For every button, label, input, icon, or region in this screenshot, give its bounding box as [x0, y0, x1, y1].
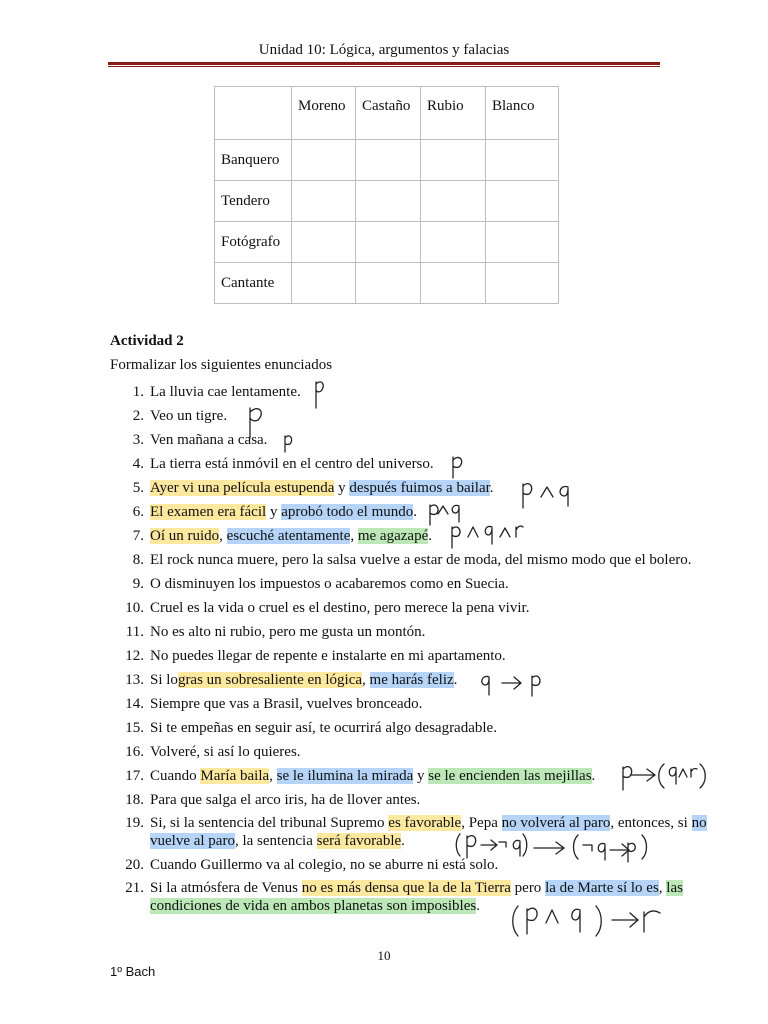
text-segment: Ven mañana a casa.	[150, 432, 268, 448]
list-item-number: 4.	[132, 456, 144, 472]
table-cell	[292, 263, 356, 304]
text-segment: .	[413, 504, 418, 520]
list-item	[110, 500, 720, 524]
list-item	[110, 404, 720, 428]
table-row-label: Tendero	[215, 181, 292, 222]
table-cell	[486, 263, 559, 304]
list-item-number: 15.	[125, 720, 144, 736]
list-item-text	[150, 880, 720, 915]
list-item-number: 7.	[132, 528, 144, 544]
table-header-row	[215, 87, 559, 140]
table-cell	[421, 263, 486, 304]
list-item-text	[150, 740, 720, 764]
list-item-text	[150, 620, 720, 644]
text-segment: La lluvia cae lentamente.	[150, 384, 301, 400]
highlighted-phrase: Ayer vi una película estupenda	[150, 480, 335, 496]
list-item-text	[150, 716, 720, 740]
highlighted-phrase: me agazapé	[357, 528, 429, 544]
list-item-number: 9.	[132, 576, 144, 592]
text-segment: Cuando	[150, 768, 201, 784]
text-segment: Si te empeñas en seguir así, te ocurrirá algo desagradable.	[150, 720, 497, 736]
list-item	[110, 596, 720, 620]
text-segment: Para que salga el arco iris, ha de llover antes.	[150, 792, 421, 808]
exercise-list	[110, 380, 720, 918]
text-segment: , Pepa	[461, 815, 502, 831]
highlighted-phrase: se le ilumina la mirada	[276, 768, 414, 784]
list-item-number: 14.	[125, 696, 144, 712]
table-row-label: Fotógrafo	[215, 222, 292, 263]
table-row	[215, 263, 559, 304]
text-segment: Si la atmósfera de Venus	[150, 880, 302, 896]
table-cell	[486, 140, 559, 181]
table-header-cell: Rubio	[421, 87, 486, 140]
text-segment: .	[489, 480, 494, 496]
header-rule	[108, 62, 660, 65]
list-item	[110, 476, 720, 500]
table-cell	[421, 181, 486, 222]
table-row	[215, 222, 559, 263]
highlighted-phrase: gras un sobresaliente en lógica	[177, 672, 363, 688]
table-cell	[356, 140, 421, 181]
table-header-cell: Castaño	[356, 87, 421, 140]
highlighted-phrase: no volverá al paro	[501, 815, 611, 831]
list-item	[110, 788, 720, 812]
list-item	[110, 764, 720, 788]
list-item-number: 2.	[132, 408, 144, 424]
logic-grid-table	[214, 86, 559, 304]
text-segment: Siempre que vas a Brasil, vuelves bronceado.	[150, 696, 423, 712]
table-cell	[292, 181, 356, 222]
highlighted-phrase: después fuimos a bailar	[349, 480, 490, 496]
list-item-number: 21.	[125, 880, 144, 896]
text-segment: ,	[350, 528, 358, 544]
list-item-text	[150, 692, 720, 716]
list-item	[110, 644, 720, 668]
list-item-number: 6.	[132, 504, 144, 520]
list-item-text	[150, 404, 720, 428]
list-item-text	[150, 644, 720, 668]
highlighted-phrase: es favorable	[388, 815, 462, 831]
text-segment: , entonces, si	[610, 815, 692, 831]
text-segment: Si lo	[150, 672, 178, 688]
list-item-number: 20.	[125, 857, 144, 873]
list-item-text	[150, 596, 720, 620]
list-item-number: 5.	[132, 480, 144, 496]
highlighted-phrase: se le encienden las mejillas	[428, 768, 592, 784]
list-item-text	[150, 524, 720, 548]
table-cell	[356, 181, 421, 222]
text-segment: Cruel es la vida o cruel es el destino, pero merece la pena vivir.	[150, 600, 530, 616]
list-item-text	[150, 548, 720, 572]
text-segment: Si, si la sentencia del tribunal Supremo	[150, 815, 389, 831]
list-item-text	[150, 500, 720, 524]
highlighted-phrase: El examen era fácil	[150, 504, 267, 520]
highlighted-phrase: María baila	[200, 768, 270, 784]
list-item-text	[150, 476, 720, 500]
table-row	[215, 181, 559, 222]
list-item	[110, 815, 720, 850]
text-segment: pero	[510, 880, 546, 896]
text-segment: No puedes llegar de repente e instalarte en mi apartamento.	[150, 648, 506, 664]
list-item-text	[150, 380, 720, 404]
highlighted-phrase: no vuelve al paro	[150, 815, 707, 849]
list-item	[110, 853, 720, 877]
highlighted-phrase: la de Marte sí lo es	[545, 880, 659, 896]
list-item	[110, 692, 720, 716]
list-item-number: 1.	[132, 384, 144, 400]
list-item-text	[150, 815, 720, 850]
table-cell	[292, 140, 356, 181]
list-item-number: 8.	[132, 552, 144, 568]
list-item-number: 13.	[125, 672, 144, 688]
text-segment: , la sentencia	[234, 832, 317, 849]
footer-course: 1º Bach	[110, 964, 156, 979]
list-item	[110, 572, 720, 596]
list-item	[110, 668, 720, 692]
list-item-text	[150, 572, 720, 596]
text-segment: El rock nunca muere, pero la salsa vuelve a estar de moda, del mismo modo que el bolero.	[150, 552, 692, 568]
highlighted-phrase: escuché atentamente	[226, 528, 351, 544]
activity-title: Actividad 2	[110, 333, 184, 349]
text-segment: O disminuyen los impuestos o acabaremos como en Suecia.	[150, 576, 509, 592]
list-item	[110, 524, 720, 548]
text-segment: ,	[219, 528, 227, 544]
list-item	[110, 740, 720, 764]
text-segment: y	[266, 504, 282, 520]
page-number: 10	[377, 948, 391, 963]
table-row-label: Cantante	[215, 263, 292, 304]
table-cell	[292, 222, 356, 263]
table-header-cell	[215, 87, 292, 140]
table-row-label: Banquero	[215, 140, 292, 181]
activity-instruction: Formalizar los siguientes enunciados	[110, 357, 333, 373]
list-item	[110, 716, 720, 740]
table-header-cell: Moreno	[292, 87, 356, 140]
text-segment: ,	[658, 880, 667, 896]
text-segment: Cuando Guillermo va al colegio, no se aburre ni está solo.	[150, 857, 499, 873]
list-item-text	[150, 764, 720, 788]
list-item-number: 3.	[132, 432, 144, 448]
table-row	[215, 140, 559, 181]
list-item-text	[150, 853, 720, 877]
table-cell	[486, 222, 559, 263]
list-item-text	[150, 788, 720, 812]
text-segment: ,	[362, 672, 370, 688]
list-item	[110, 620, 720, 644]
table-cell	[421, 222, 486, 263]
list-item	[110, 380, 720, 404]
text-segment: .	[476, 897, 480, 914]
text-segment: .	[453, 672, 458, 688]
table-cell	[421, 140, 486, 181]
table-header-cell: Blanco	[486, 87, 559, 140]
list-item-number: 19.	[125, 815, 144, 831]
list-item	[110, 452, 720, 476]
list-item-number: 18.	[125, 792, 144, 808]
list-item	[110, 548, 720, 572]
list-item-text	[150, 452, 720, 476]
text-segment: .	[401, 832, 405, 849]
list-item-text	[150, 428, 720, 452]
text-segment: La tierra está inmóvil en el centro del universo.	[150, 456, 434, 472]
text-segment: .	[591, 768, 596, 784]
text-segment: Volveré, si así lo quieres.	[150, 744, 301, 760]
table-cell	[486, 181, 559, 222]
text-segment: .	[428, 528, 432, 544]
list-item-number: 10.	[125, 600, 144, 616]
list-item	[110, 428, 720, 452]
list-item	[110, 880, 720, 915]
list-item-number: 16.	[125, 744, 144, 760]
text-segment: Veo un tigre.	[150, 408, 228, 424]
table-cell	[356, 222, 421, 263]
list-item-number: 17.	[125, 768, 144, 784]
list-item-number: 12.	[125, 648, 144, 664]
text-segment: y	[413, 768, 429, 784]
page-header: Unidad 10: Lógica, argumentos y falacias	[258, 42, 510, 58]
table-cell	[356, 263, 421, 304]
highlighted-phrase: las condiciones de vida en ambos planetas son imposibles	[150, 880, 683, 914]
text-segment: y	[334, 480, 350, 496]
list-item-text	[150, 668, 720, 692]
highlighted-phrase: no es más densa que la de la Tierra	[301, 880, 511, 896]
header-rule-thin	[108, 66, 660, 67]
text-segment: ,	[269, 768, 277, 784]
highlighted-phrase: Oí un ruido	[150, 528, 220, 544]
text-segment: No es alto ni rubio, pero me gusta un montón.	[150, 624, 426, 640]
list-item-number: 11.	[125, 624, 144, 640]
highlighted-phrase: me harás feliz	[369, 672, 454, 688]
highlighted-phrase: será favorable	[316, 832, 402, 849]
highlighted-phrase: aprobó todo el mundo	[281, 504, 414, 520]
